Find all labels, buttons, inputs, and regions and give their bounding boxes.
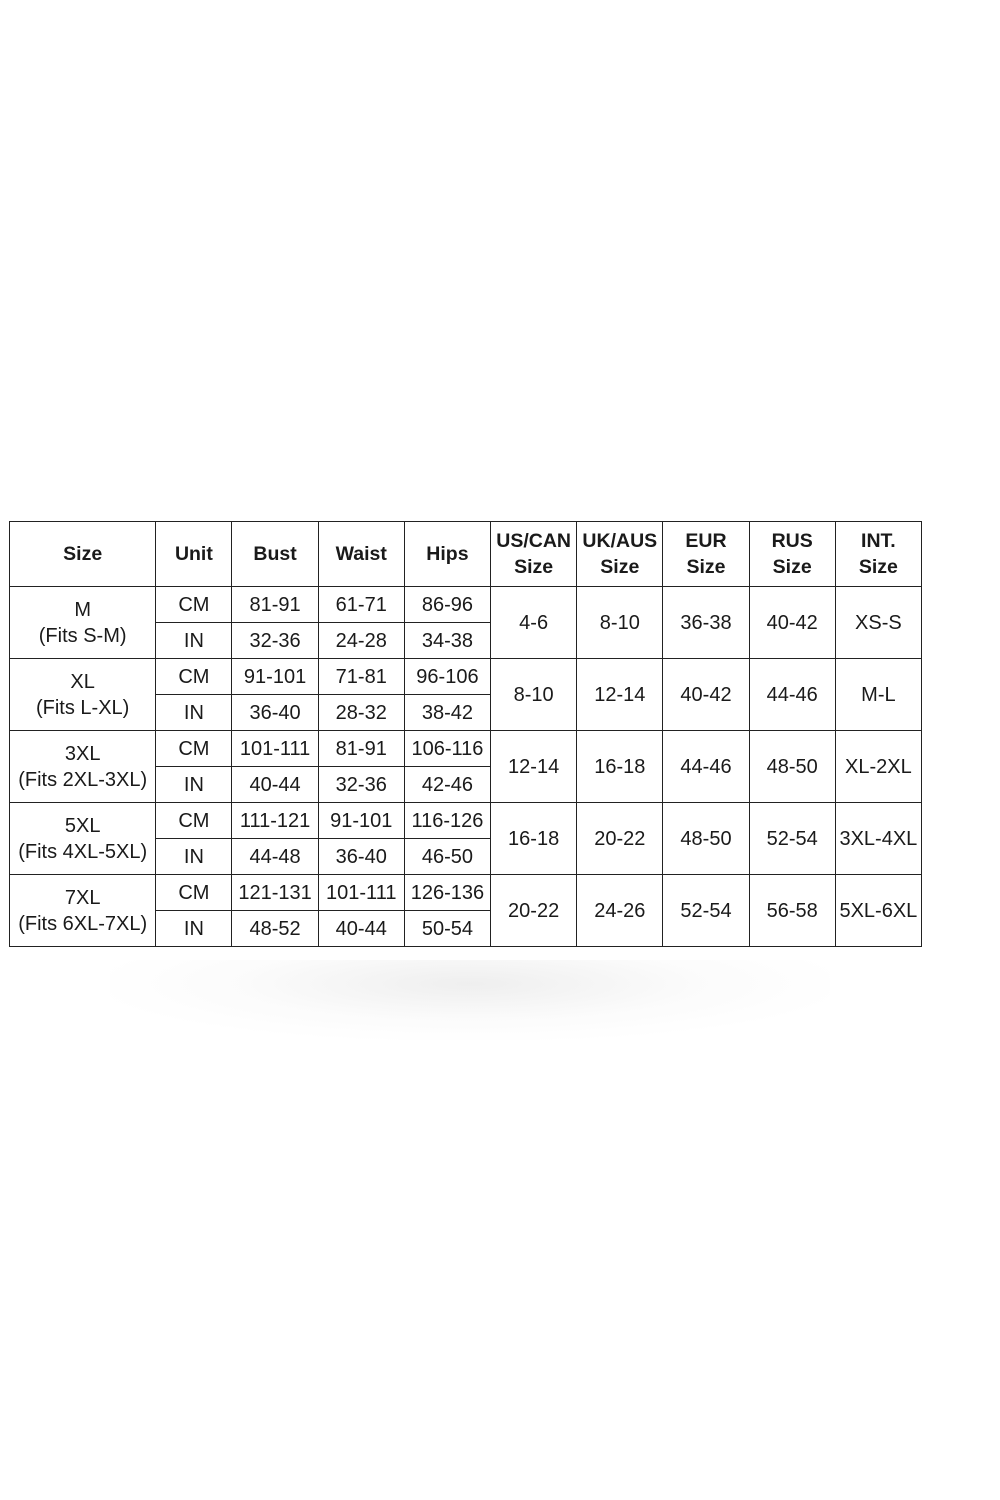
waist-cell: 101-111: [318, 875, 404, 911]
unit-cell: CM: [156, 875, 232, 911]
faint-shadow-strip: [110, 960, 830, 1040]
size-label-cell: M (Fits S-M): [10, 587, 156, 659]
uk-aus-cell: 16-18: [577, 731, 663, 803]
hips-cell: 50-54: [404, 911, 490, 947]
rus-cell: 48-50: [749, 731, 835, 803]
header-rus-size: RUS Size: [749, 522, 835, 587]
hips-cell: 96-106: [404, 659, 490, 695]
unit-cell: IN: [156, 839, 232, 875]
waist-cell: 81-91: [318, 731, 404, 767]
rus-cell: 56-58: [749, 875, 835, 947]
uk-aus-cell: 24-26: [577, 875, 663, 947]
unit-cell: IN: [156, 623, 232, 659]
hips-cell: 42-46: [404, 767, 490, 803]
eur-cell: 52-54: [663, 875, 749, 947]
unit-cell: IN: [156, 695, 232, 731]
bust-cell: 81-91: [232, 587, 318, 623]
header-unit: Unit: [156, 522, 232, 587]
hips-cell: 126-136: [404, 875, 490, 911]
header-bust: Bust: [232, 522, 318, 587]
unit-cell: CM: [156, 731, 232, 767]
waist-cell: 71-81: [318, 659, 404, 695]
bust-cell: 40-44: [232, 767, 318, 803]
bust-cell: 36-40: [232, 695, 318, 731]
header-size: Size: [10, 522, 156, 587]
int-cell: XL-2XL: [835, 731, 921, 803]
rus-cell: 40-42: [749, 587, 835, 659]
us-can-cell: 12-14: [491, 731, 577, 803]
unit-cell: IN: [156, 767, 232, 803]
hips-cell: 86-96: [404, 587, 490, 623]
bust-cell: 101-111: [232, 731, 318, 767]
waist-cell: 24-28: [318, 623, 404, 659]
waist-cell: 32-36: [318, 767, 404, 803]
rus-cell: 44-46: [749, 659, 835, 731]
unit-cell: CM: [156, 803, 232, 839]
table-row: [10, 731, 922, 767]
hips-cell: 34-38: [404, 623, 490, 659]
bust-cell: 111-121: [232, 803, 318, 839]
table-row: [10, 587, 922, 623]
waist-cell: 91-101: [318, 803, 404, 839]
bust-cell: 32-36: [232, 623, 318, 659]
unit-cell: CM: [156, 587, 232, 623]
size-label-cell: 5XL (Fits 4XL-5XL): [10, 803, 156, 875]
eur-cell: 44-46: [663, 731, 749, 803]
eur-cell: 36-38: [663, 587, 749, 659]
bust-cell: 121-131: [232, 875, 318, 911]
header-row: [10, 522, 922, 587]
unit-cell: CM: [156, 659, 232, 695]
header-us-can-size: US/CAN Size: [491, 522, 577, 587]
bust-cell: 48-52: [232, 911, 318, 947]
waist-cell: 40-44: [318, 911, 404, 947]
bust-cell: 44-48: [232, 839, 318, 875]
int-cell: 3XL-4XL: [835, 803, 921, 875]
uk-aus-cell: 20-22: [577, 803, 663, 875]
header-eur-size: EUR Size: [663, 522, 749, 587]
uk-aus-cell: 12-14: [577, 659, 663, 731]
int-cell: 5XL-6XL: [835, 875, 921, 947]
size-label-cell: XL (Fits L-XL): [10, 659, 156, 731]
hips-cell: 46-50: [404, 839, 490, 875]
waist-cell: 28-32: [318, 695, 404, 731]
us-can-cell: 16-18: [491, 803, 577, 875]
unit-cell: IN: [156, 911, 232, 947]
uk-aus-cell: 8-10: [577, 587, 663, 659]
waist-cell: 36-40: [318, 839, 404, 875]
us-can-cell: 4-6: [491, 587, 577, 659]
rus-cell: 52-54: [749, 803, 835, 875]
waist-cell: 61-71: [318, 587, 404, 623]
table-row: [10, 803, 922, 839]
hips-cell: 116-126: [404, 803, 490, 839]
header-waist: Waist: [318, 522, 404, 587]
header-uk-aus-size: UK/AUS Size: [577, 522, 663, 587]
eur-cell: 48-50: [663, 803, 749, 875]
size-chart-table: [9, 521, 922, 947]
size-label-cell: 3XL (Fits 2XL-3XL): [10, 731, 156, 803]
hips-cell: 106-116: [404, 731, 490, 767]
header-hips: Hips: [404, 522, 490, 587]
us-can-cell: 8-10: [491, 659, 577, 731]
table-row: [10, 659, 922, 695]
bust-cell: 91-101: [232, 659, 318, 695]
hips-cell: 38-42: [404, 695, 490, 731]
eur-cell: 40-42: [663, 659, 749, 731]
int-cell: XS-S: [835, 587, 921, 659]
header-int-size: INT. Size: [835, 522, 921, 587]
us-can-cell: 20-22: [491, 875, 577, 947]
table-row: [10, 875, 922, 911]
size-label-cell: 7XL (Fits 6XL-7XL): [10, 875, 156, 947]
int-cell: M-L: [835, 659, 921, 731]
